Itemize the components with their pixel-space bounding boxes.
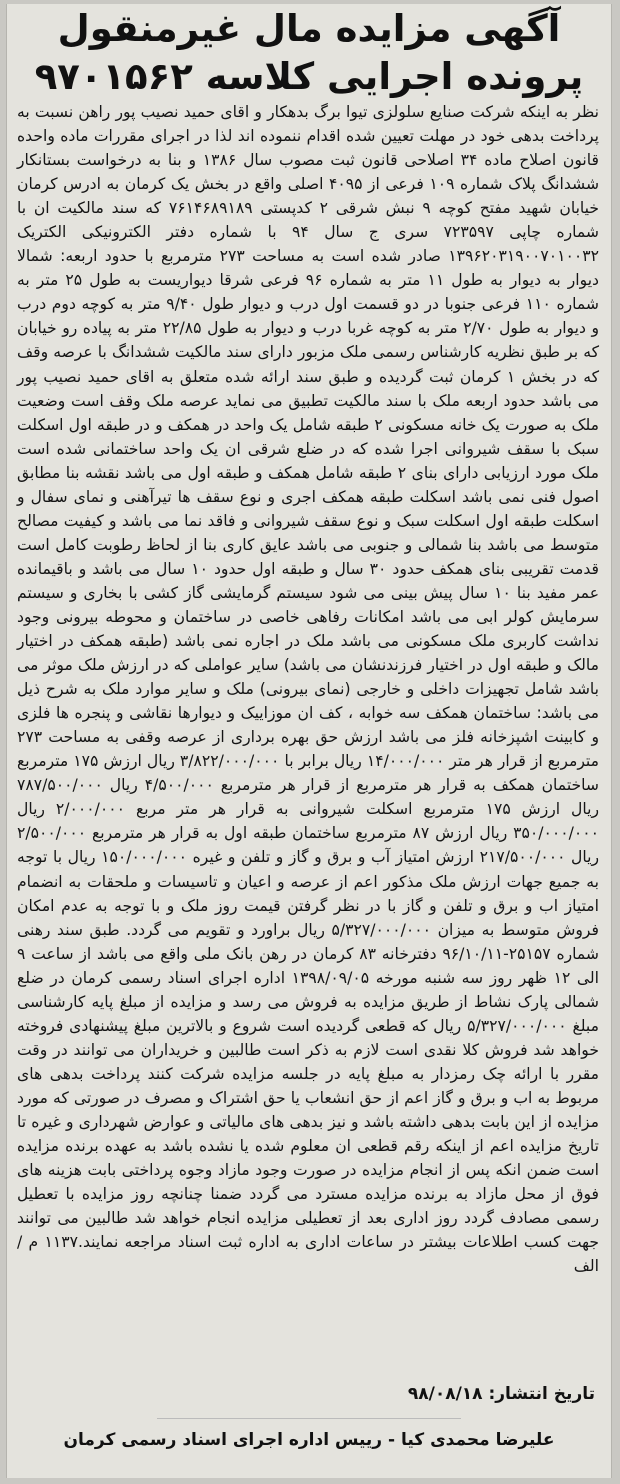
notice-title: آگهی مزایده مال غیرمنقول [57, 7, 561, 50]
newspaper-clipping [6, 4, 612, 1478]
notice-paragraph: نظر به اینکه شرکت صنایع سلولزی تیوا برگ بدهکار و اقای حمید نصیب پور راهن نسبت به پرداخت بدهی خود در مهلت تعیین شده اقدام ننموده اند لذا در اجرای مقررات ماده واحده قانون اصلاح ماده ۳۴ اصلاحی قانون ثبت مصوب سال ۱۳۸۶ و بنا به درخواست بستانکار ششدانگ پلاک شماره ۱۰۹ فرعی از ۴۰۹۵ اصلی واقع در بخش یک کرمان به ادرس کرمان خیابان شهید مفتح کوچه ۹ نبش شرقی ۲ کدپستی ۷۶۱۴۶۸۹۱۸۹ که سند مالکیت ان با شماره چاپی ۷۲۳۵۹۷ سری ج سال ۹۴ با شماره دفتر الکترونیکی الکتریک ۱۳۹۶۲۰۳۱۹۰۰۷۰۱۰۰۳۲ صادر شده است به مساحت ۲۷۳ مترمربع با حدود اربعه: شمالا دیوار به دیوار به طول ۱۱ متر به شماره ۹۶ فرعی شرقا دیواریست به طول ۲۵ متر به شماره ۱۱۰ فرعی جنوبا در دو قسمت اول درب و دیوار طول ۹/۴۰ متر به کوچه دوم درب و دیوار به طول ۲/۷۰ متر به کوچه غربا درب و دیوار به طول ۲۲/۸۵ متر به پیاده رو خیابان که بر طبق نظریه کارشناس رسمی ملک مزبور دارای سند مالکیت ششدانگ با عرصه وقف که در بخش ۱ کرمان ثبت گردیده و طبق سند ارائه شده متعلق به اقای حمید نصیب پور می باشد حدود اربعه ملک با سند مالکیت تطبیق می نماید عرصه ملک وقف است وضعیت ملک به صورت یک خانه مسکونی ۲ طبقه شامل یک واحد در همکف و در طبقه اول اسکلت سبک با سقف شیروانی اجرا شده که در ضلع شرقی ان یک واحد ساختمانی شده است ملک مورد ارزیابی دارای بنای ۲ طبقه شامل همکف و طبقه اول می باشد نقشه بنا مطابق اصول فنی نمی باشد اسکلت طبقه همکف اجری و نوع سقف ها تیرآهنی و نمای سفال و اسکلت طبقه اول اسکلت سبک و نوع سقف شیروانی و فاقد نما می باشد و کیفیت مصالح متوسط می باشد بنا شمالی و جنوبی می باشد عایق کاری بنا از لحاظ رطوبت کامل است قدمت تقریبی بنای همکف حدود ۳۰ سال و طبقه اول حدود ۱۰ سال می باشد و باقیمانده عمر مفید بنا ۱۰ سال پیش بینی می شود سیستم گرمایشی گاز کشی با بخاری و سیستم سرمایش کولر ابی می باشد امکانات رفاهی خاصی در ساختمان و محوطه بیرونی وجود نداشت کاربری ملک مسکونی می باشد ملک در اجاره نمی باشد (طبقه همکف در اختیار مالک و طبقه اول در اختیار فرزندنشان می باشد) سایر عواملی که در ارزش ملک موثر می باشد شامل تجهیزات داخلی و خارجی (نمای بیرونی) ملک و سایر موارد ملک به شرح ذیل می باشد: ساختمان همکف سه خوابه ، کف ان موزاییک و دیوارها نقاشی و پنجره ها فلزی و کابینت اشپزخانه فلز می باشد ارزش حق بهره برداری از عرصه وقفی به مساحت ۲۷۳ مترمربع از قرار هر متر ۱۴/۰۰۰/۰۰۰ ریال برابر با ۳/۸۲۲/۰۰۰/۰۰۰ ریال ارزش ۱۷۵ مترمربع ساختمان همکف به قرار هر مترمربع از قرار هر مترمربع ۴/۵۰۰/۰۰۰ ریال ۷۸۷/۵۰۰/۰۰۰ ریال ارزش ۱۷۵ مترمربع اسکلت شیروانی به قرار هر متر مربع ۲/۰۰۰/۰۰۰ ریال ۳۵۰/۰۰۰/۰۰۰ ریال ارزش ۸۷ مترمربع ساختمان طبقه اول به قرار هر مترمربع ۲/۵۰۰/۰۰۰ ریال ۲۱۷/۵۰۰/۰۰۰ ارزش امتیاز آب و برق و گاز و تلفن و غیره ۱۵۰/۰۰۰/۰۰۰ ریال با توجه به جمیع جهات ارزش ملک مذکور اعم از عرصه و اعیان و تاسیسات و ملحقات به انضمام امتیاز اب و برق و تلفن و گاز با در نظر گرفتن قیمت روز ملک و با توجه به عدم امکان فروش متوسط به میزان ۵/۳۲۷/۰۰۰/۰۰۰ ریال براورد و تقویم می گردد. طبق سند رهنی شماره ۲۵۱۵۷-۹۶/۱۰/۱۱ دفترخانه ۸۳ کرمان در رهن بانک ملی واقع می باشد از ساعت ۹ الی ۱۲ ظهر روز سه شنبه مورخه ۱۳۹۸/۰۹/۰۵ اداره اجرای اسناد رسمی کرمان در ضلع شمالی پارک نشاط از طریق مزایده به فروش می رسد و مزایده از مبلغ پایه کارشناسی مبلغ ۵/۳۲۷/۰۰۰/۰۰۰ ریال که قطعی گردیده است شروع و بالاترین مبلغ پیشنهادی فروخته خواهد شد فروش کلا نقدی است لازم به ذکر است طالبین و خریداران می توانند در وقت مقرر با ارائه چک رمزدار به مبلغ پایه در جلسه مزایده شرکت کنند پرداخت بدهی های مربوط به اب و برق و گاز اعم از حق انشعاب یا حق اشتراک و مصرف در صورتی که مورد مزایده از این بابت بدهی داشته باشد و نیز بدهی های مالیاتی و عوارض شهرداری و غیره تا تاریخ مزایده اعم از اینکه رقم قطعی ان معلوم شده یا نشده باشد به عهده برنده مزایده است ضمن انکه پس از انجام مزایده در صورت وجود مازاد وجوه پرداختی بابت هزینه های فوق از محل مازاد به برنده مزایده مسترد می گردد ضمنا چنانچه روز مزایده با تعطیل رسمی مصادف گردد روز اداری بعد از تعطیلی مزایده انجام خواهد شد طالبین می توانند جهت کسب اطلاعات بیشتر در ساعات اداری به اداره ثبت اسناد مراجعه نمایند.۱۱۳۷ م / الف [17, 103, 600, 1276]
publication-date-value: ۹۸/۰۸/۱۸ [407, 1384, 483, 1404]
publication-date-label: تاریخ انتشار: [488, 1384, 595, 1404]
signature: علیرضا محمدی کیا - رییس اداره اجرای اسناد رسمی کرمان [63, 1430, 555, 1450]
case-number-title: پرونده اجرایی کلاسه ۹۷۰۱۵۶۲ [34, 55, 584, 98]
notice-body [17, 100, 599, 1278]
publication-date [408, 1384, 595, 1404]
divider [157, 1418, 461, 1419]
